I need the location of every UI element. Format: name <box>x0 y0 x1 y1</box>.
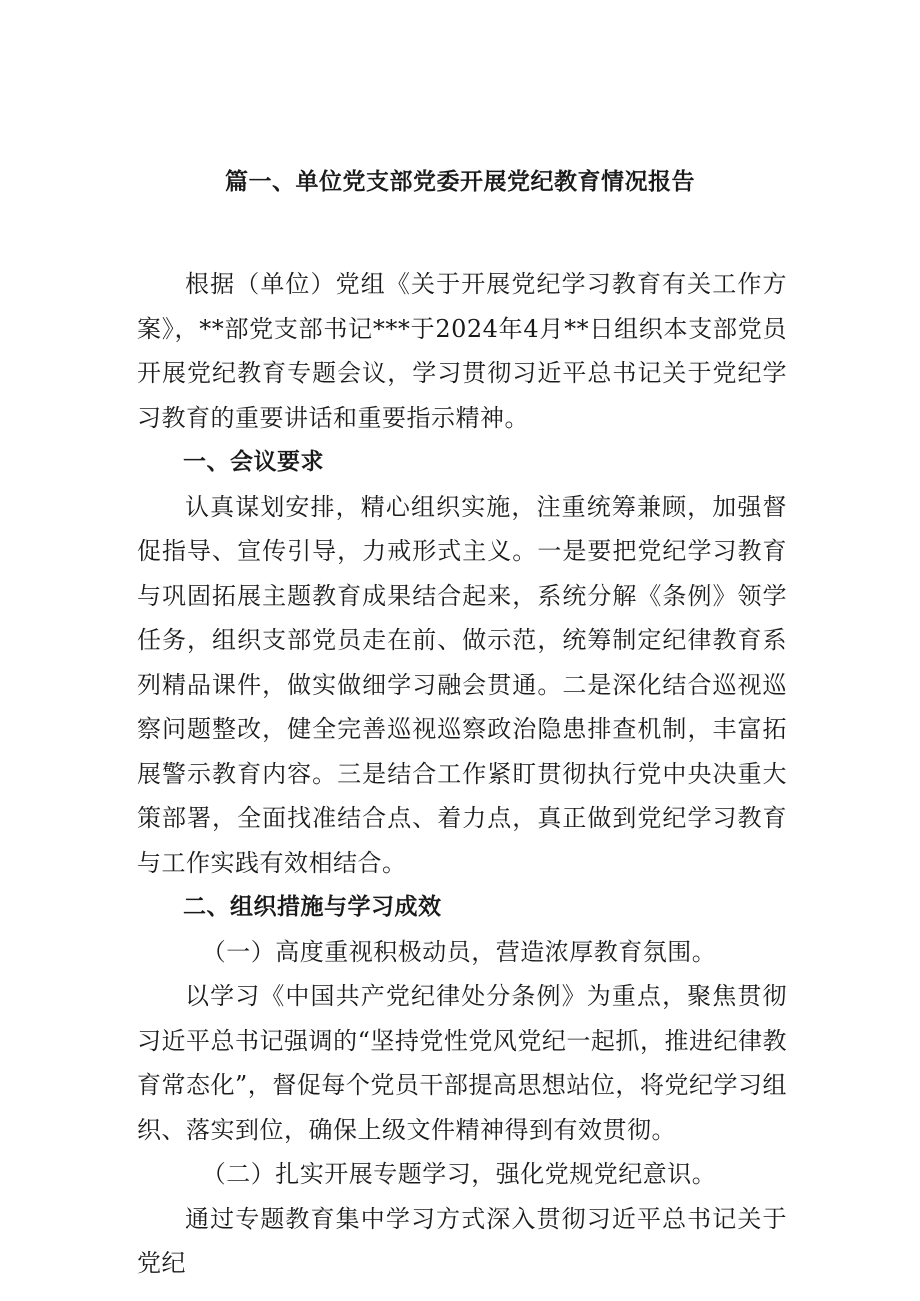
intro-paragraph: 根据（单位）党组《关于开展党纪学习教育有关工作方案》，**部党支部书记***于2024年4月**日组织本支部党员开展党纪教育专题会议，学习贯彻习近平总书记关于党纪学习教育的重要讲话和重要指示精神。 <box>137 270 787 432</box>
section-heading-measures-results: 二、组织措施与学习成效 <box>183 894 442 920</box>
subsection-heading-special-study: （二）扎实开展专题学习，强化党规党纪意识。 <box>201 1160 717 1188</box>
subsection-paragraph-mobilization: 以学习《中国共产党纪律处分条例》为重点，聚焦贯彻习近平总书记强调的“坚持党性党风党纪一起抓，推进纪律教育常态化”，督促每个党员干部提高思想站位，将党纪学习组织、落实到位，确保上级文件精神得到有效贯彻。 <box>137 982 787 1144</box>
section-paragraph-meeting-requirements: 认真谋划安排，精心组织实施，注重统筹兼顾，加强督促指导、宣传引导，力戒形式主义。一是要把党纪学习教育与巩固拓展主题教育成果结合起来，系统分解《条例》领学任务，组织支部党员走在前、做示范，统筹制定纪律教育系列精品课件，做实做细学习融会贯通。二是深化结合巡视巡察问题整改，健全完善巡视巡察政治隐患排查机制，丰富拓展警示教育内容。三是结合工作紧盯贯彻执行党中央决重大策部署，全面找准结合点、着力点，真正做到党纪学习教育与工作实践有效相结合。 <box>137 492 787 877</box>
subsection-paragraph-special-study: 通过专题教育集中学习方式深入贯彻习近平总书记关于党纪 <box>137 1204 787 1277</box>
subsection-heading-mobilization: （一）高度重视积极动员，营造浓厚教育氛围。 <box>201 937 717 966</box>
section-heading-meeting-requirements: 一、会议要求 <box>183 449 324 475</box>
document-title: 篇一、单位党支部党委开展党纪教育情况报告 <box>225 169 695 195</box>
document-body <box>137 262 787 1286</box>
